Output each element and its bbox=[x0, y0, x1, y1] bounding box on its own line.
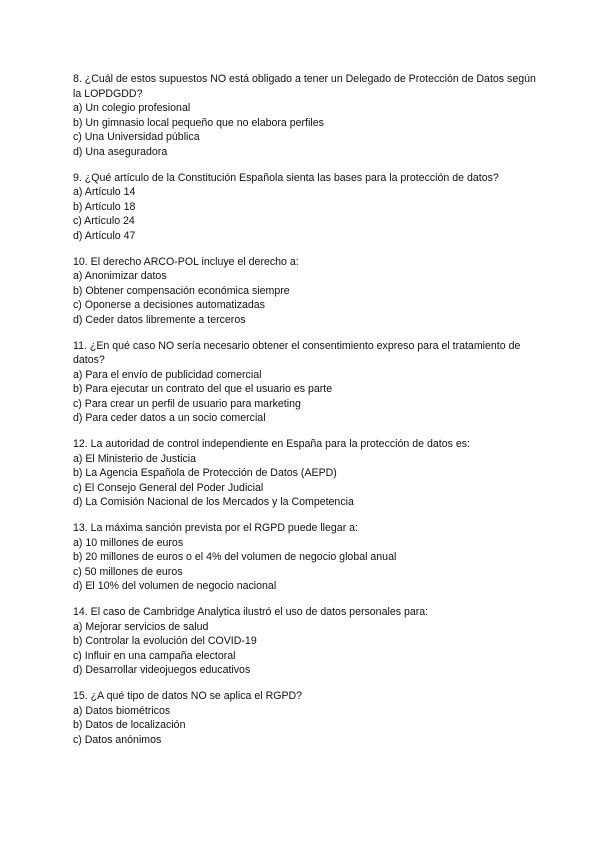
answer-option: a) Mejorar servicios de salud bbox=[73, 620, 209, 633]
answer-option: c) El Consejo General del Poder Judicial bbox=[73, 481, 264, 494]
question-block bbox=[73, 437, 543, 510]
answer-option: a) Para el envío de publicidad comercial bbox=[73, 368, 262, 381]
answer-option: b) 20 millones de euros o el 4% del volumen de negocio global anual bbox=[73, 551, 397, 564]
question-text: 15. ¿A qué tipo de datos NO se aplica el RGPD? bbox=[73, 689, 303, 702]
answer-option: b) Datos de localización bbox=[73, 719, 186, 732]
answer-option: c) Influir en una campaña electoral bbox=[73, 649, 236, 662]
question-block bbox=[73, 339, 543, 427]
question-block bbox=[73, 72, 543, 160]
answer-option: c) Para crear un perfil de usuario para marketing bbox=[73, 397, 301, 410]
answer-option: d) Desarrollar videojuegos educativos bbox=[73, 664, 251, 677]
question-text: 13. La máxima sanción prevista por el RGPD puede llegar a: bbox=[73, 522, 359, 535]
answer-option: c) Datos anónimos bbox=[73, 733, 162, 746]
answer-option: d) Ceder datos libremente a terceros bbox=[73, 313, 246, 326]
answer-option: c) Artículo 24 bbox=[73, 215, 135, 228]
question-text: 10. El derecho ARCO-POL incluye el derecho a: bbox=[73, 255, 299, 268]
answer-option: a) Artículo 14 bbox=[73, 186, 136, 199]
answer-option: b) Para ejecutar un contrato del que el usuario es parte bbox=[73, 383, 333, 396]
question-block bbox=[73, 255, 543, 328]
question-text: 11. ¿En qué caso NO sería necesario obtener el consentimiento expreso para el tratamiento de datos? bbox=[73, 339, 521, 367]
answer-option: a) El Ministerio de Justicia bbox=[73, 452, 197, 465]
question-text: 8. ¿Cuál de estos supuestos NO está obligado a tener un Delegado de Protección de Datos según la LOPDGDD? bbox=[73, 73, 536, 100]
question-text: 9. ¿Qué artículo de la Constitución Española sienta las bases para la protección de datos? bbox=[73, 171, 499, 184]
question-list bbox=[73, 72, 543, 758]
answer-option: c) Una Universidad pública bbox=[73, 131, 200, 144]
question-text: 12. La autoridad de control independiente en España para la protección de datos es: bbox=[73, 438, 470, 451]
answer-option: a) Un colegio profesional bbox=[73, 102, 191, 115]
answer-option: a) 10 millones de euros bbox=[73, 536, 184, 549]
answer-option: d) Artículo 47 bbox=[73, 229, 136, 242]
question-text: 14. El caso de Cambridge Analytica ilustró el uso de datos personales para: bbox=[73, 606, 429, 618]
answer-option: b) La Agencia Española de Protección de Datos (AEPD) bbox=[73, 467, 337, 480]
answer-option: b) Controlar la evolución del COVID-19 bbox=[73, 635, 257, 648]
answer-option: c) 50 millones de euros bbox=[73, 565, 183, 578]
answer-option: c) Oponerse a decisiones automatizadas bbox=[73, 299, 265, 312]
answer-option: d) Para ceder datos a un socio comercial bbox=[73, 412, 266, 425]
question-block bbox=[73, 605, 543, 678]
question-block bbox=[73, 689, 543, 747]
answer-option: d) Una aseguradora bbox=[73, 145, 168, 158]
answer-option: b) Obtener compensación económica siempre bbox=[73, 284, 290, 297]
question-block bbox=[73, 521, 543, 594]
answer-option: d) El 10% del volumen de negocio nacional bbox=[73, 580, 277, 593]
answer-option: a) Datos biométricos bbox=[73, 704, 171, 717]
answer-option: b) Un gimnasio local pequeño que no elabora perfiles bbox=[73, 116, 324, 129]
answer-option: b) Artículo 18 bbox=[73, 200, 136, 213]
answer-option: a) Anonimizar datos bbox=[73, 270, 167, 283]
question-block bbox=[73, 171, 543, 244]
answer-option: d) La Comisión Nacional de los Mercados y la Competencia bbox=[73, 496, 354, 509]
